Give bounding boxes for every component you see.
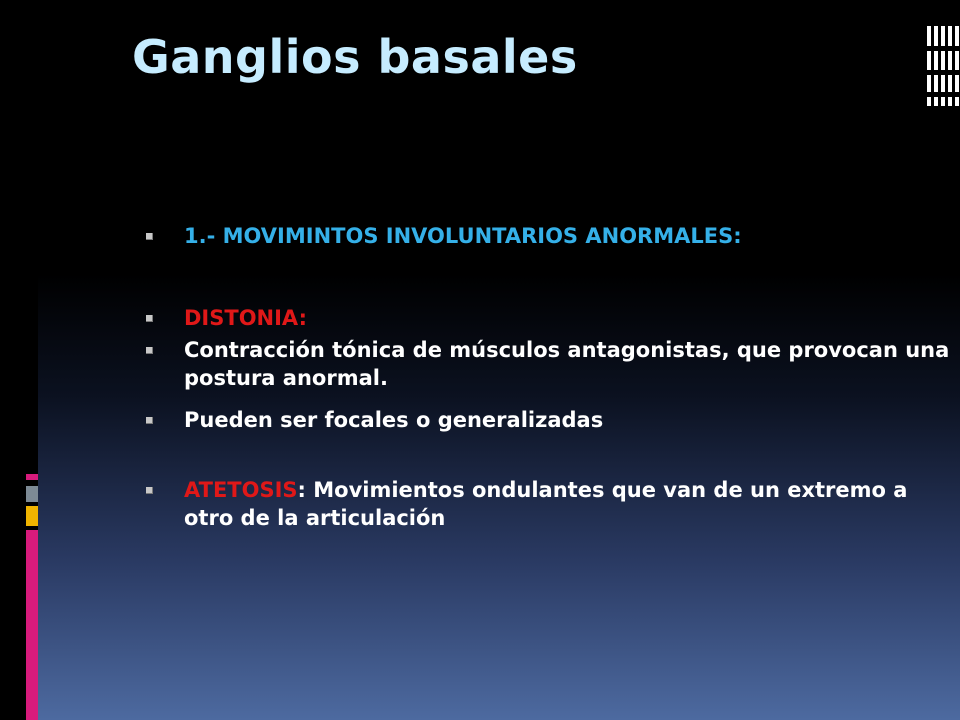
square-bullet-icon xyxy=(146,315,153,322)
square-bullet-icon xyxy=(146,417,153,424)
square-bullet-icon xyxy=(146,487,153,494)
atetosis-definition: : Movimientos ondulantes que van de un extremo a otro de la articulación xyxy=(184,478,908,530)
heading-movements: 1.- MOVIMINTOS INVOLUNTARIOS ANORMALES: xyxy=(184,224,742,248)
list-item xyxy=(140,304,950,332)
slide-title: Ganglios basales xyxy=(132,30,578,84)
stripe-grid-icon xyxy=(924,20,960,112)
list-item xyxy=(140,476,950,532)
list-item xyxy=(140,336,950,392)
distonia-definition: Contracción tónica de músculos antagonistas, que provocan una postura anormal. xyxy=(184,338,950,390)
square-bullet-icon xyxy=(146,233,153,240)
term-atetosis: ATETOSIS xyxy=(184,478,298,502)
distonia-types: Pueden ser focales o generalizadas xyxy=(184,408,604,432)
side-accent-bars xyxy=(24,474,40,720)
term-distonia: DISTONIA: xyxy=(184,306,307,330)
list-item xyxy=(140,406,950,434)
list-item xyxy=(140,222,950,250)
square-bullet-icon xyxy=(146,347,153,354)
slide-content xyxy=(140,222,950,532)
